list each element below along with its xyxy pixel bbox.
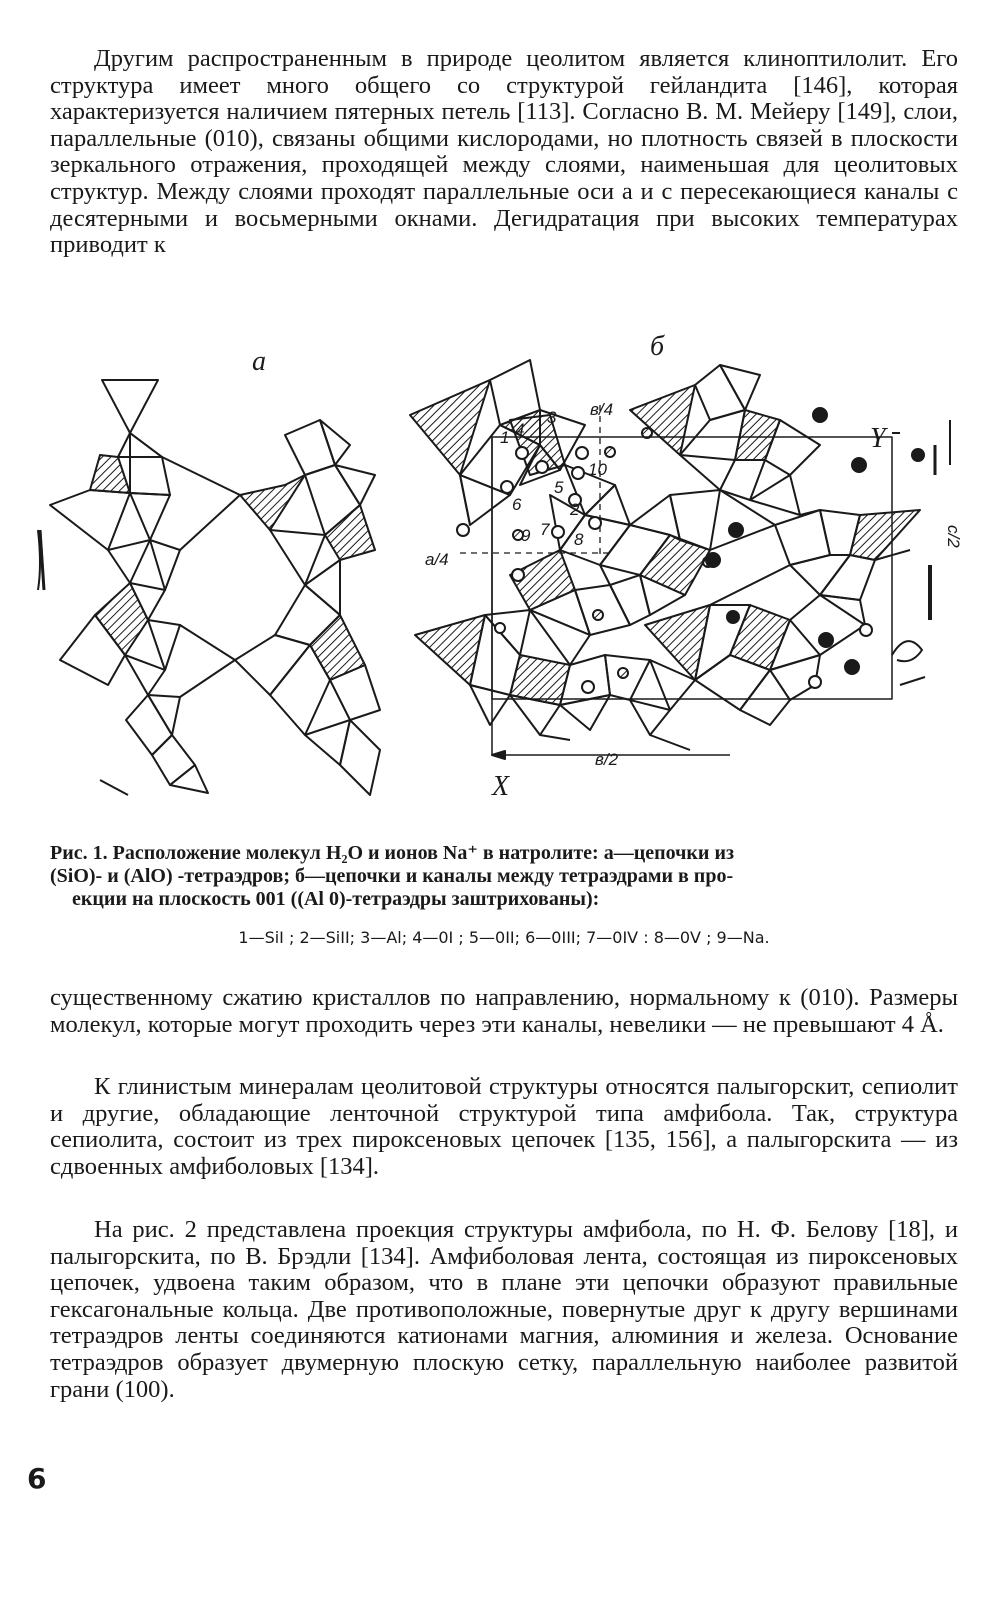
atom-number-4: 4 [515, 420, 525, 439]
atom-number-10: 10 [588, 460, 607, 479]
panel-a-label: а [252, 346, 266, 377]
atom-number-8: 8 [574, 530, 584, 549]
atom-number-1: 1 [500, 428, 510, 447]
dimension-a4: а/4 [425, 550, 449, 569]
dimension-b2: в/2 [595, 750, 619, 769]
paragraph-1: Другим распространенным в природе цеолитом является клиноптилолит. Его структура имеет много общего со структурой гейландита [146], которая характеризуется наличием пятерных петель [113]. Согласно В. М. Мейеру [149], слои, параллельные (010), связаны общими кислородами, но плотность связей в плоскости зеркального отражения, проходящей между слоями, наименьшая для цеолитовых структур. Между слоями проходят параллельные оси a и c пересекающиеся каналы с десятерными и восьмерными окнами. Дегидратация при высоких температурах приводит к [50, 45, 958, 259]
axis-y-label: Y [870, 423, 886, 454]
figure-1 [30, 325, 980, 820]
atom-number-2: 2 [570, 500, 580, 519]
atom-number-9: 9 [521, 526, 531, 545]
page-number: 6 [27, 1462, 47, 1495]
caption-line-2: (SiO)- и (AlO) -тетраэдров; б—цепочки и каналы между тетраэдрами в про- [50, 865, 734, 887]
panel-a-structure [50, 380, 380, 795]
figure-1-drawing [30, 325, 980, 820]
panel-b-structure [410, 360, 924, 755]
dimension-b4: в/4 [590, 400, 614, 419]
axis-x-label: X [492, 771, 510, 802]
paragraph-4: На рис. 2 представлена проекция структуры амфибола, по Н. Ф. Белову [18], и палыгорскита, по В. Брэдли [134]. Амфиболовая лента, состоящая из пироксеновых цепочек, удвоена таким образом, что в плане эти цепочки образуют правильные гексагональные кольца. Две противоположные, повернутые друг к другу вершинами тетраэдров ленты соединяются катионами магния, алюминия и железа. Основание тетраэдров образует двумерную плоскую сетку, параллельную наиболее развитой грани (100). [50, 1216, 958, 1403]
figure-caption [50, 842, 958, 911]
atom-number-3: 3 [547, 408, 557, 427]
caption-line-1: Рис. 1. Расположение молекул H₂O и ионов Na⁺ в натролите: а—цепочки из [50, 842, 735, 864]
panel-b-label: б [650, 331, 665, 362]
dimension-c2: с/2 [944, 525, 963, 548]
caption-line-3: екции на плоскость 001 ((Al 0)-тетраэдры заштрихованы): [72, 888, 600, 910]
atom-number-6: 6 [512, 495, 522, 514]
paragraph-2: существенному сжатию кристаллов по направлению, нормальному к (010). Размеры молекул, которые могут проходить через эти каналы, невелики — не превышают 4 Å. [50, 984, 958, 1038]
paragraph-3: К глинистым минералам цеолитовой структуры относятся палыгорскит, сепиолит и другие, обладающие ленточной структурой типа амфибола. Так, структура сепиолита, состоит из трех пироксеновых цепочек [135, 156], а палыгорскита — из сдвоенных амфиболовых [134]. [50, 1073, 958, 1180]
atom-number-7: 7 [540, 520, 550, 539]
caption-legend: 1—SiI ; 2—SiII; 3—Al; 4—0I ; 5—0II; 6—0III; 7—0IV : 8—0V ; 9—Na. [238, 928, 770, 947]
atom-number-5: 5 [554, 478, 564, 497]
